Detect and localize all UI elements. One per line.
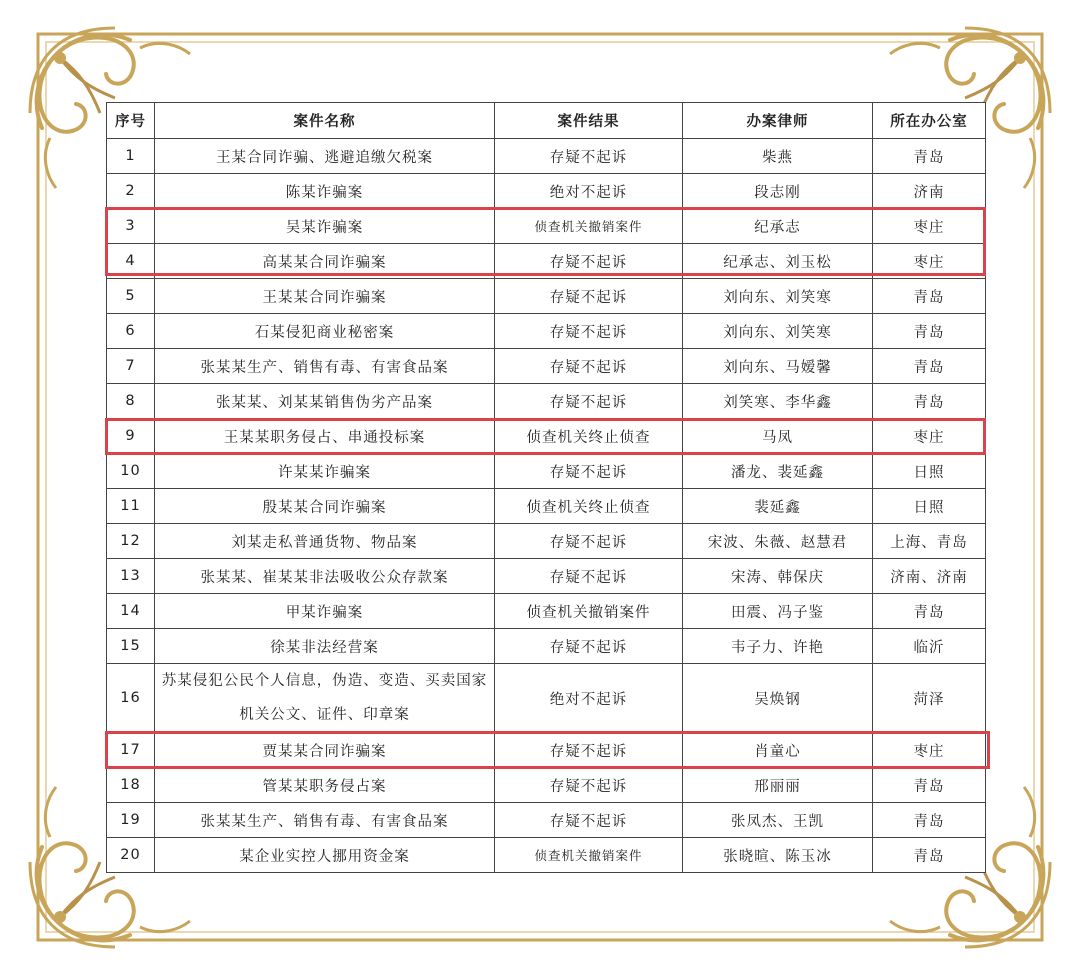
case-result: 存疑不起诉 bbox=[495, 139, 683, 174]
table-row bbox=[107, 419, 986, 454]
case-result: 存疑不起诉 bbox=[495, 384, 683, 419]
case-name: 石某侵犯商业秘密案 bbox=[155, 314, 495, 349]
case-result: 侦查机关终止侦查 bbox=[495, 419, 683, 454]
case-name: 某企业实控人挪用资金案 bbox=[155, 838, 495, 873]
row-number: 1 bbox=[107, 139, 155, 174]
case-name: 高某某合同诈骗案 bbox=[155, 244, 495, 279]
case-result: 侦查机关撤销案件 bbox=[495, 209, 683, 244]
header-office: 所在办公室 bbox=[873, 103, 986, 139]
case-name: 贾某某合同诈骗案 bbox=[155, 733, 495, 768]
case-results-table bbox=[106, 102, 986, 873]
lawyer: 刘笑寒、李华鑫 bbox=[683, 384, 873, 419]
office: 临沂 bbox=[873, 629, 986, 664]
lawyer: 纪承志 bbox=[683, 209, 873, 244]
table-row bbox=[107, 209, 986, 244]
lawyer: 潘龙、裴延鑫 bbox=[683, 454, 873, 489]
case-result: 存疑不起诉 bbox=[495, 349, 683, 384]
office: 青岛 bbox=[873, 384, 986, 419]
office: 枣庄 bbox=[873, 419, 986, 454]
case-name: 王某某职务侵占、串通投标案 bbox=[155, 419, 495, 454]
table-row bbox=[107, 768, 986, 803]
table-row bbox=[107, 629, 986, 664]
case-result: 存疑不起诉 bbox=[495, 244, 683, 279]
lawyer: 张晓暄、陈玉冰 bbox=[683, 838, 873, 873]
row-number: 10 bbox=[107, 454, 155, 489]
row-number: 6 bbox=[107, 314, 155, 349]
case-result: 存疑不起诉 bbox=[495, 279, 683, 314]
row-number: 17 bbox=[107, 733, 155, 768]
row-number: 14 bbox=[107, 594, 155, 629]
office: 日照 bbox=[873, 454, 986, 489]
lawyer: 张凤杰、王凯 bbox=[683, 803, 873, 838]
lawyer: 宋涛、韩保庆 bbox=[683, 559, 873, 594]
table-row bbox=[107, 594, 986, 629]
table-row bbox=[107, 733, 986, 768]
row-number: 7 bbox=[107, 349, 155, 384]
office: 日照 bbox=[873, 489, 986, 524]
row-number: 2 bbox=[107, 174, 155, 209]
office: 菏泽 bbox=[873, 664, 986, 733]
case-name: 甲某诈骗案 bbox=[155, 594, 495, 629]
office: 青岛 bbox=[873, 314, 986, 349]
table-row bbox=[107, 244, 986, 279]
table-row bbox=[107, 139, 986, 174]
table-row bbox=[107, 454, 986, 489]
case-result: 侦查机关撤销案件 bbox=[495, 594, 683, 629]
table-row bbox=[107, 803, 986, 838]
lawyer: 宋波、朱薇、赵慧君 bbox=[683, 524, 873, 559]
case-name: 陈某诈骗案 bbox=[155, 174, 495, 209]
case-result: 存疑不起诉 bbox=[495, 314, 683, 349]
lawyer: 段志刚 bbox=[683, 174, 873, 209]
case-name: 吴某诈骗案 bbox=[155, 209, 495, 244]
case-name: 张某某、崔某某非法吸收公众存款案 bbox=[155, 559, 495, 594]
row-number: 18 bbox=[107, 768, 155, 803]
case-result: 存疑不起诉 bbox=[495, 559, 683, 594]
office: 青岛 bbox=[873, 279, 986, 314]
office: 青岛 bbox=[873, 838, 986, 873]
case-name: 殷某某合同诈骗案 bbox=[155, 489, 495, 524]
office: 济南 bbox=[873, 174, 986, 209]
row-number: 9 bbox=[107, 419, 155, 454]
office: 青岛 bbox=[873, 803, 986, 838]
case-result: 绝对不起诉 bbox=[495, 174, 683, 209]
case-result: 存疑不起诉 bbox=[495, 768, 683, 803]
office: 济南、济南 bbox=[873, 559, 986, 594]
header-lawyer: 办案律师 bbox=[683, 103, 873, 139]
lawyer: 刘向东、刘笑寒 bbox=[683, 279, 873, 314]
case-name: 苏某侵犯公民个人信息，伪造、变造、买卖国家机关公文、证件、印章案 bbox=[155, 664, 495, 733]
lawyer: 吴焕钢 bbox=[683, 664, 873, 733]
row-number: 8 bbox=[107, 384, 155, 419]
office: 枣庄 bbox=[873, 209, 986, 244]
row-number: 13 bbox=[107, 559, 155, 594]
lawyer: 裴延鑫 bbox=[683, 489, 873, 524]
case-name: 王某合同诈骗、逃避追缴欠税案 bbox=[155, 139, 495, 174]
table-row bbox=[107, 524, 986, 559]
case-name: 张某某生产、销售有毒、有害食品案 bbox=[155, 349, 495, 384]
case-name: 王某某合同诈骗案 bbox=[155, 279, 495, 314]
case-name: 许某某诈骗案 bbox=[155, 454, 495, 489]
lawyer: 刘向东、马嫒馨 bbox=[683, 349, 873, 384]
table-row bbox=[107, 279, 986, 314]
case-name: 徐某非法经营案 bbox=[155, 629, 495, 664]
lawyer: 田震、冯子鉴 bbox=[683, 594, 873, 629]
table-row bbox=[107, 314, 986, 349]
table-row bbox=[107, 664, 986, 733]
table-row bbox=[107, 838, 986, 873]
lawyer: 邢丽丽 bbox=[683, 768, 873, 803]
table-row bbox=[107, 559, 986, 594]
row-number: 12 bbox=[107, 524, 155, 559]
case-result: 存疑不起诉 bbox=[495, 524, 683, 559]
office: 上海、青岛 bbox=[873, 524, 986, 559]
lawyer: 纪承志、刘玉松 bbox=[683, 244, 873, 279]
table-row bbox=[107, 349, 986, 384]
table-row bbox=[107, 489, 986, 524]
lawyer: 柴燕 bbox=[683, 139, 873, 174]
row-number: 19 bbox=[107, 803, 155, 838]
office: 青岛 bbox=[873, 139, 986, 174]
row-number: 11 bbox=[107, 489, 155, 524]
case-result: 存疑不起诉 bbox=[495, 803, 683, 838]
case-result: 存疑不起诉 bbox=[495, 629, 683, 664]
lawyer: 马凤 bbox=[683, 419, 873, 454]
office: 青岛 bbox=[873, 594, 986, 629]
lawyer: 刘向东、刘笑寒 bbox=[683, 314, 873, 349]
office: 枣庄 bbox=[873, 733, 986, 768]
header-case-result: 案件结果 bbox=[495, 103, 683, 139]
case-result: 绝对不起诉 bbox=[495, 664, 683, 733]
case-name: 刘某走私普通货物、物品案 bbox=[155, 524, 495, 559]
case-result: 存疑不起诉 bbox=[495, 454, 683, 489]
table-header-row bbox=[107, 103, 986, 139]
header-number: 序号 bbox=[107, 103, 155, 139]
case-name: 张某某生产、销售有毒、有害食品案 bbox=[155, 803, 495, 838]
table-row bbox=[107, 174, 986, 209]
office: 枣庄 bbox=[873, 244, 986, 279]
case-result: 存疑不起诉 bbox=[495, 733, 683, 768]
row-number: 15 bbox=[107, 629, 155, 664]
case-name: 张某某、刘某某销售伪劣产品案 bbox=[155, 384, 495, 419]
row-number: 4 bbox=[107, 244, 155, 279]
office: 青岛 bbox=[873, 768, 986, 803]
row-number: 3 bbox=[107, 209, 155, 244]
row-number: 16 bbox=[107, 664, 155, 733]
case-result: 侦查机关终止侦查 bbox=[495, 489, 683, 524]
row-number: 5 bbox=[107, 279, 155, 314]
case-name: 管某某职务侵占案 bbox=[155, 768, 495, 803]
case-result: 侦查机关撤销案件 bbox=[495, 838, 683, 873]
header-case-name: 案件名称 bbox=[155, 103, 495, 139]
lawyer: 肖童心 bbox=[683, 733, 873, 768]
table-row bbox=[107, 384, 986, 419]
office: 青岛 bbox=[873, 349, 986, 384]
row-number: 20 bbox=[107, 838, 155, 873]
lawyer: 韦子力、许艳 bbox=[683, 629, 873, 664]
